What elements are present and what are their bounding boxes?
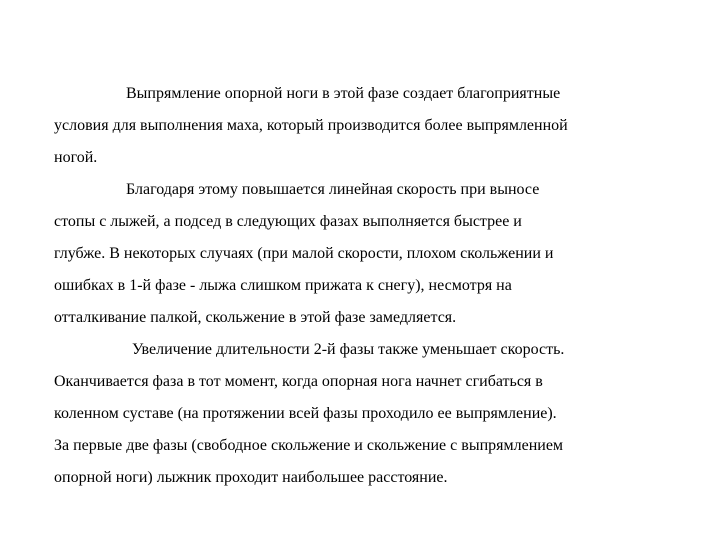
text-line: опорной ноги) лыжник проходит наибольшее расстояние. <box>54 469 448 486</box>
text-line: Оканчивается фаза в тот момент, когда опорная нога начнет сгибаться в <box>54 373 543 390</box>
body-text <box>54 80 654 496</box>
paragraph-2 <box>54 176 654 336</box>
paragraph-1 <box>54 80 654 176</box>
paragraph-3 <box>54 336 654 496</box>
text-line: Выпрямление опорной ноги в этой фазе создает благоприятные <box>126 85 561 102</box>
text-line: ногой. <box>54 149 98 166</box>
text-line: ошибках в 1-й фазе - лыжа слишком прижата к снегу), несмотря на <box>54 277 512 294</box>
text-line: отталкивание палкой, скольжение в этой фазе замедляется. <box>54 309 457 326</box>
text-line: стопы с лыжей, а подсед в следующих фазах выполняется быстрее и <box>54 213 522 230</box>
text-line: За первые две фазы (свободное скольжение и скольжение с выпрямлением <box>54 437 564 454</box>
text-line: коленном суставе (на протяжении всей фазы проходило ее выпрямление). <box>54 405 557 422</box>
text-line: Благодаря этому повышается линейная скорость при выносе <box>126 181 540 198</box>
text-line: глубже. В некоторых случаях (при малой скорости, плохом скольжении и <box>54 245 554 262</box>
text-line: условия для выполнения маха, который производится более выпрямленной <box>54 117 568 134</box>
text-line: Увеличение длительности 2-й фазы также уменьшает скорость. <box>132 341 565 358</box>
